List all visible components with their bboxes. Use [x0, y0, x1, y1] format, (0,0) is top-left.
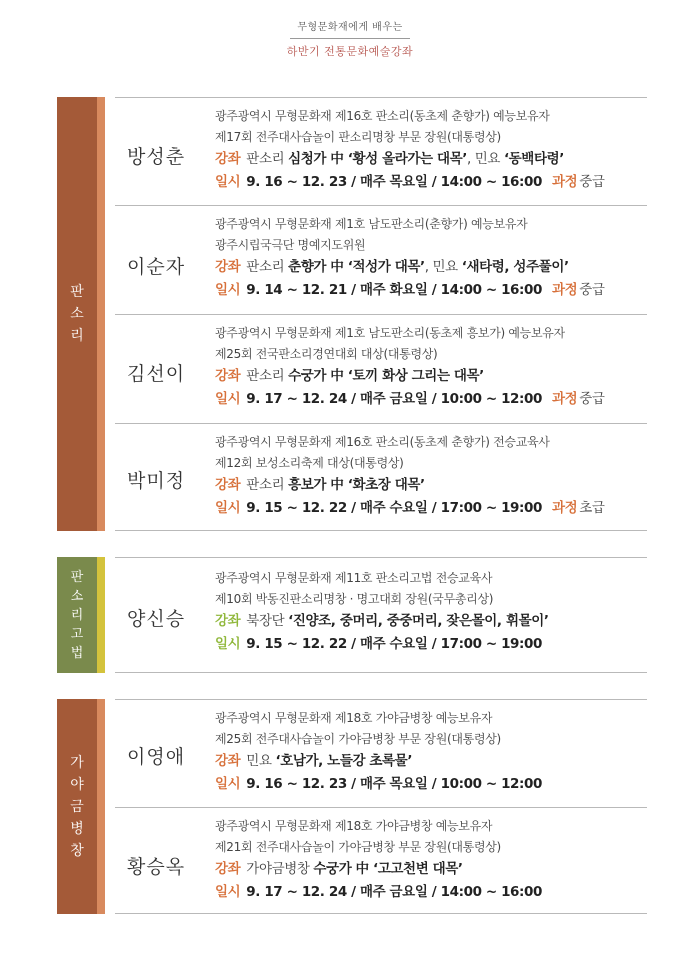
- course-mid: , 민요: [466, 151, 501, 167]
- level: 중급: [579, 174, 605, 190]
- course-line: [215, 148, 647, 171]
- course-title: ‘진양조, 중머리, 중중머리, 잦은몰이, 휘몰이’: [288, 613, 549, 629]
- course-title: 수궁가 中 ‘고고천변 대목’: [313, 861, 463, 877]
- section-pansori-gobeop: [57, 557, 647, 673]
- schedule-line: [215, 633, 647, 656]
- course-prefix: 판소리: [246, 368, 285, 384]
- course-label: 강좌: [215, 613, 241, 629]
- section-stripe: [97, 699, 105, 914]
- section-label-text: 판소리: [70, 284, 84, 344]
- schedule-line: [215, 773, 647, 796]
- page-header: [0, 18, 700, 59]
- entry-kim-seoni: [115, 314, 647, 423]
- schedule: 9. 16 ~ 12. 23 / 매주 목요일 / 10:00 ~ 12:00: [246, 776, 543, 792]
- section-label-pansori: [57, 97, 97, 531]
- course-title: 흥보가 中 ‘화초장 대목’: [288, 477, 425, 493]
- course-title: 춘향가 中 ‘적성가 대목’: [288, 259, 425, 275]
- teacher-name: 방성춘: [127, 146, 186, 168]
- date-label: 일시: [215, 884, 241, 900]
- course-line: [215, 858, 647, 881]
- entry-details: [215, 708, 647, 796]
- schedule-line: [215, 279, 647, 302]
- header-subtitle: 무형문화재에게 배우는: [297, 22, 403, 33]
- entry-details: [215, 568, 647, 656]
- schedule-line: [215, 388, 647, 411]
- course-title: ‘호남가, 노들강 초록물’: [275, 753, 413, 769]
- desc-line-2: 광주시립국극단 명예지도위원: [215, 238, 366, 252]
- level: 초급: [579, 500, 605, 516]
- date-label: 일시: [215, 282, 241, 298]
- level-label: 과정: [551, 391, 578, 407]
- date-label: 일시: [215, 776, 241, 792]
- level-label: 과정: [551, 282, 578, 298]
- section-stripe: [97, 557, 105, 673]
- desc-line-1: 광주광역시 무형문화재 제16호 판소리(동초제 춘향가) 예능보유자: [215, 109, 550, 123]
- course-prefix: 판소리: [246, 477, 285, 493]
- course-title-2: ‘새타령, 성주풀이’: [461, 259, 569, 275]
- entries-gobeop: [115, 557, 647, 673]
- teacher-name: 김선이: [127, 363, 186, 385]
- course-line: [215, 256, 647, 279]
- entries-gayageum: [115, 699, 647, 914]
- teacher-name: 이영애: [127, 746, 186, 768]
- schedule-line: [215, 881, 647, 904]
- desc-line-2: 제10회 박동진판소리명창 · 명고대회 장원(국무총리상): [215, 592, 494, 606]
- schedule-line: [215, 497, 647, 520]
- schedule: 9. 17 ~ 12. 24 / 매주 금요일 / 10:00 ~ 12:00: [246, 391, 543, 407]
- desc-line-1: 광주광역시 무형문화재 제16호 판소리(동초제 춘향가) 전승교육사: [215, 435, 550, 449]
- section-label-text: 판소리고법: [70, 569, 84, 661]
- section-gayageum-byeongchang: [57, 699, 647, 914]
- course-prefix: 판소리: [246, 259, 285, 275]
- desc-line-2: 제25회 전주대사습놀이 가야금병창 부문 장원(대통령상): [215, 732, 501, 746]
- date-label: 일시: [215, 636, 241, 652]
- entry-details: [215, 432, 647, 520]
- course-label: 강좌: [215, 368, 241, 384]
- course-mid: , 민요: [424, 259, 458, 275]
- level-label: 과정: [551, 500, 578, 516]
- course-title: 수궁가 中 ‘토끼 화상 그리는 대목’: [288, 368, 484, 384]
- entry-hwang-seungok: [115, 807, 647, 914]
- course-prefix: 가야금병창: [246, 861, 310, 877]
- course-line: [215, 474, 647, 497]
- entry-bang-seongchun: [115, 97, 647, 205]
- schedule-line: [215, 171, 647, 194]
- desc-line-2: 제17회 전주대사습놀이 판소리명창 부문 장원(대통령상): [215, 130, 501, 144]
- schedule: 9. 15 ~ 12. 22 / 매주 수요일 / 17:00 ~ 19:00: [246, 500, 543, 516]
- course-title: 심청가 中 ‘황성 올라가는 대목’: [288, 151, 467, 167]
- header-divider: [290, 38, 410, 39]
- desc-line-1: 광주광역시 무형문화재 제11호 판소리고법 전승교육사: [215, 571, 493, 585]
- desc-line-1: 광주광역시 무형문화재 제18호 가야금병창 예능보유자: [215, 711, 493, 725]
- course-prefix: 북장단: [246, 613, 285, 629]
- teacher-name: 박미정: [127, 470, 186, 492]
- date-label: 일시: [215, 391, 241, 407]
- schedule: 9. 15 ~ 12. 22 / 매주 수요일 / 17:00 ~ 19:00: [246, 636, 543, 652]
- date-label: 일시: [215, 500, 241, 516]
- header-title: 하반기 전통문화예술강좌: [286, 45, 414, 58]
- entry-details: [215, 214, 647, 302]
- entry-details: [215, 816, 647, 904]
- section-label-text: 가야금병창: [70, 754, 84, 859]
- course-line: [215, 750, 647, 773]
- course-label: 강좌: [215, 259, 241, 275]
- desc-line-2: 제25회 전국판소리경연대회 대상(대통령상): [215, 347, 438, 361]
- course-label: 강좌: [215, 861, 241, 877]
- desc-line-2: 제21회 전주대사습놀이 가야금병창 부문 장원(대통령상): [215, 840, 501, 854]
- level: 중급: [579, 282, 605, 298]
- desc-line-2: 제12회 보성소리축제 대상(대통령상): [215, 456, 404, 470]
- date-label: 일시: [215, 174, 241, 190]
- section-label-gobeop: [57, 557, 97, 673]
- course-line: [215, 610, 647, 633]
- schedule: 9. 16 ~ 12. 23 / 매주 목요일 / 14:00 ~ 16:00: [246, 174, 543, 190]
- entries-pansori: [115, 97, 647, 531]
- desc-line-1: 광주광역시 무형문화재 제1호 남도판소리(춘향가) 예능보유자: [215, 217, 528, 231]
- course-prefix: 민요: [246, 753, 272, 769]
- level-label: 과정: [551, 174, 578, 190]
- level: 중급: [579, 391, 605, 407]
- teacher-name: 양신승: [127, 608, 186, 630]
- teacher-name: 이순자: [127, 256, 186, 278]
- entry-lee-sunja: [115, 205, 647, 314]
- section-stripe: [97, 97, 105, 531]
- entry-details: [215, 323, 647, 411]
- desc-line-1: 광주광역시 무형문화재 제1호 남도판소리(동초제 흥보가) 예능보유자: [215, 326, 565, 340]
- course-label: 강좌: [215, 477, 241, 493]
- section-label-gayageum: [57, 699, 97, 914]
- entry-park-mijeong: [115, 423, 647, 531]
- course-line: [215, 365, 647, 388]
- entry-details: [215, 106, 647, 194]
- desc-line-1: 광주광역시 무형문화재 제18호 가야금병창 예능보유자: [215, 819, 493, 833]
- course-label: 강좌: [215, 753, 241, 769]
- schedule: 9. 17 ~ 12. 24 / 매주 금요일 / 14:00 ~ 16:00: [246, 884, 543, 900]
- entry-lee-yeongae: [115, 699, 647, 807]
- course-label: 강좌: [215, 151, 241, 167]
- course-prefix: 판소리: [246, 151, 285, 167]
- entry-yang-sinseung: [115, 557, 647, 673]
- schedule: 9. 14 ~ 12. 21 / 매주 화요일 / 14:00 ~ 16:00: [246, 282, 543, 298]
- course-title-2: ‘동백타령’: [503, 151, 564, 167]
- teacher-name: 황승옥: [127, 856, 186, 878]
- section-pansori: [57, 97, 647, 531]
